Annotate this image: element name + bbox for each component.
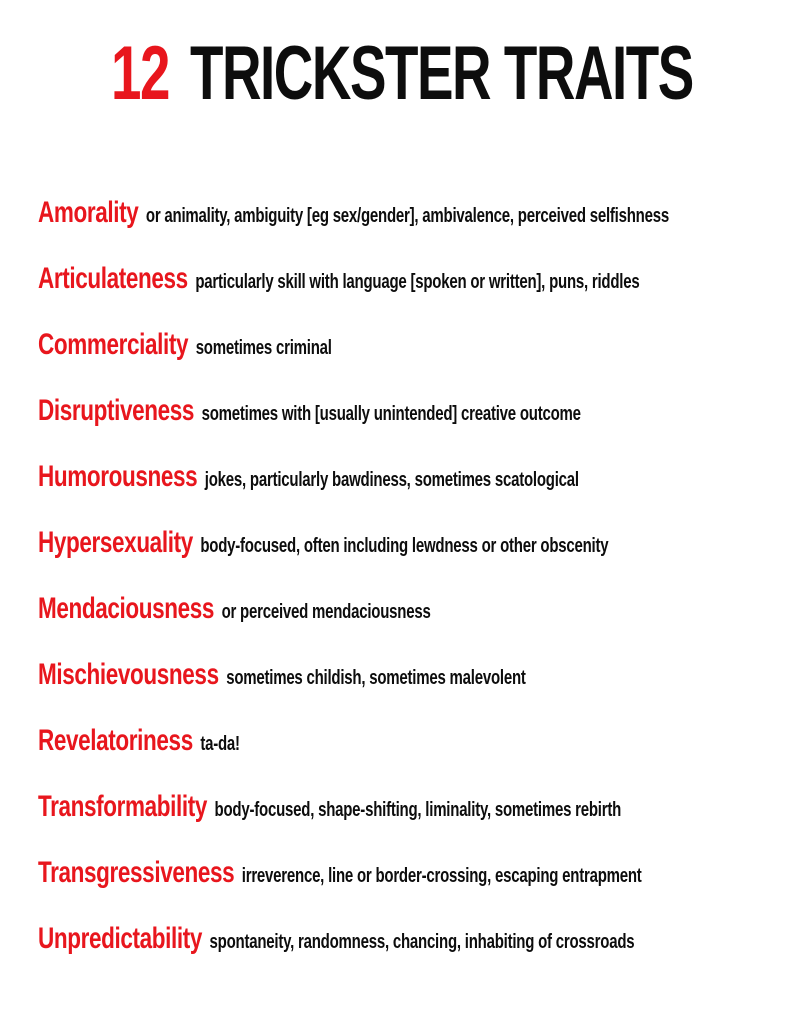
trait-description: ta-da! bbox=[200, 733, 240, 755]
trait-name: Transformability bbox=[38, 790, 208, 823]
trait-description: sometimes childish, sometimes malevolent bbox=[226, 667, 526, 689]
trait-line bbox=[38, 658, 604, 724]
trait-line bbox=[38, 328, 604, 394]
trait-name: Mendaciousness bbox=[38, 592, 215, 625]
title-text: TRICKSTER TRAITS bbox=[176, 31, 693, 116]
trait-description: sometimes criminal bbox=[195, 337, 332, 359]
trait-line bbox=[38, 196, 669, 262]
trait-line bbox=[38, 262, 640, 328]
page-title bbox=[111, 0, 693, 116]
trait-name: Articulateness bbox=[38, 262, 188, 295]
trait-name: Hypersexuality bbox=[38, 526, 193, 559]
trait-name: Mischievousness bbox=[38, 658, 219, 691]
trait-line bbox=[38, 724, 604, 790]
trait-name: Unpredictability bbox=[38, 922, 203, 955]
trait-name: Revelatoriness bbox=[38, 724, 193, 757]
trait-line bbox=[38, 592, 604, 658]
trait-description: body-focused, often including lewdness or other obscenity bbox=[200, 535, 609, 557]
trait-name: Transgressiveness bbox=[38, 856, 235, 889]
trait-line bbox=[38, 922, 635, 988]
trait-name: Humorousness bbox=[38, 460, 198, 493]
trait-line bbox=[38, 394, 604, 460]
trait-list bbox=[38, 196, 793, 988]
trait-description: particularly skill with language [spoken or written], puns, riddles bbox=[195, 271, 640, 293]
trait-description: body-focused, shape-shifting, liminality, sometimes rebirth bbox=[214, 799, 622, 821]
trait-line bbox=[38, 856, 642, 922]
trait-description: irreverence, line or border-crossing, escaping entrapment bbox=[241, 865, 642, 887]
trait-description: or perceived mendaciousness bbox=[221, 601, 431, 623]
trait-description: or animality, ambiguity [eg sex/gender], ambivalence, perceived selfishness bbox=[145, 205, 669, 227]
trait-name: Amorality bbox=[38, 196, 139, 229]
trait-description: spontaneity, randomness, chancing, inhabiting of crossroads bbox=[209, 931, 635, 953]
trait-name: Commerciality bbox=[38, 328, 189, 361]
trait-name: Disruptiveness bbox=[38, 394, 195, 427]
title-number: 12 bbox=[111, 31, 170, 116]
trait-line bbox=[38, 790, 622, 856]
trait-line bbox=[38, 526, 609, 592]
trait-description: jokes, particularly bawdiness, sometimes scatological bbox=[204, 469, 579, 491]
trait-line bbox=[38, 460, 604, 526]
trait-description: sometimes with [usually unintended] creative outcome bbox=[201, 403, 581, 425]
